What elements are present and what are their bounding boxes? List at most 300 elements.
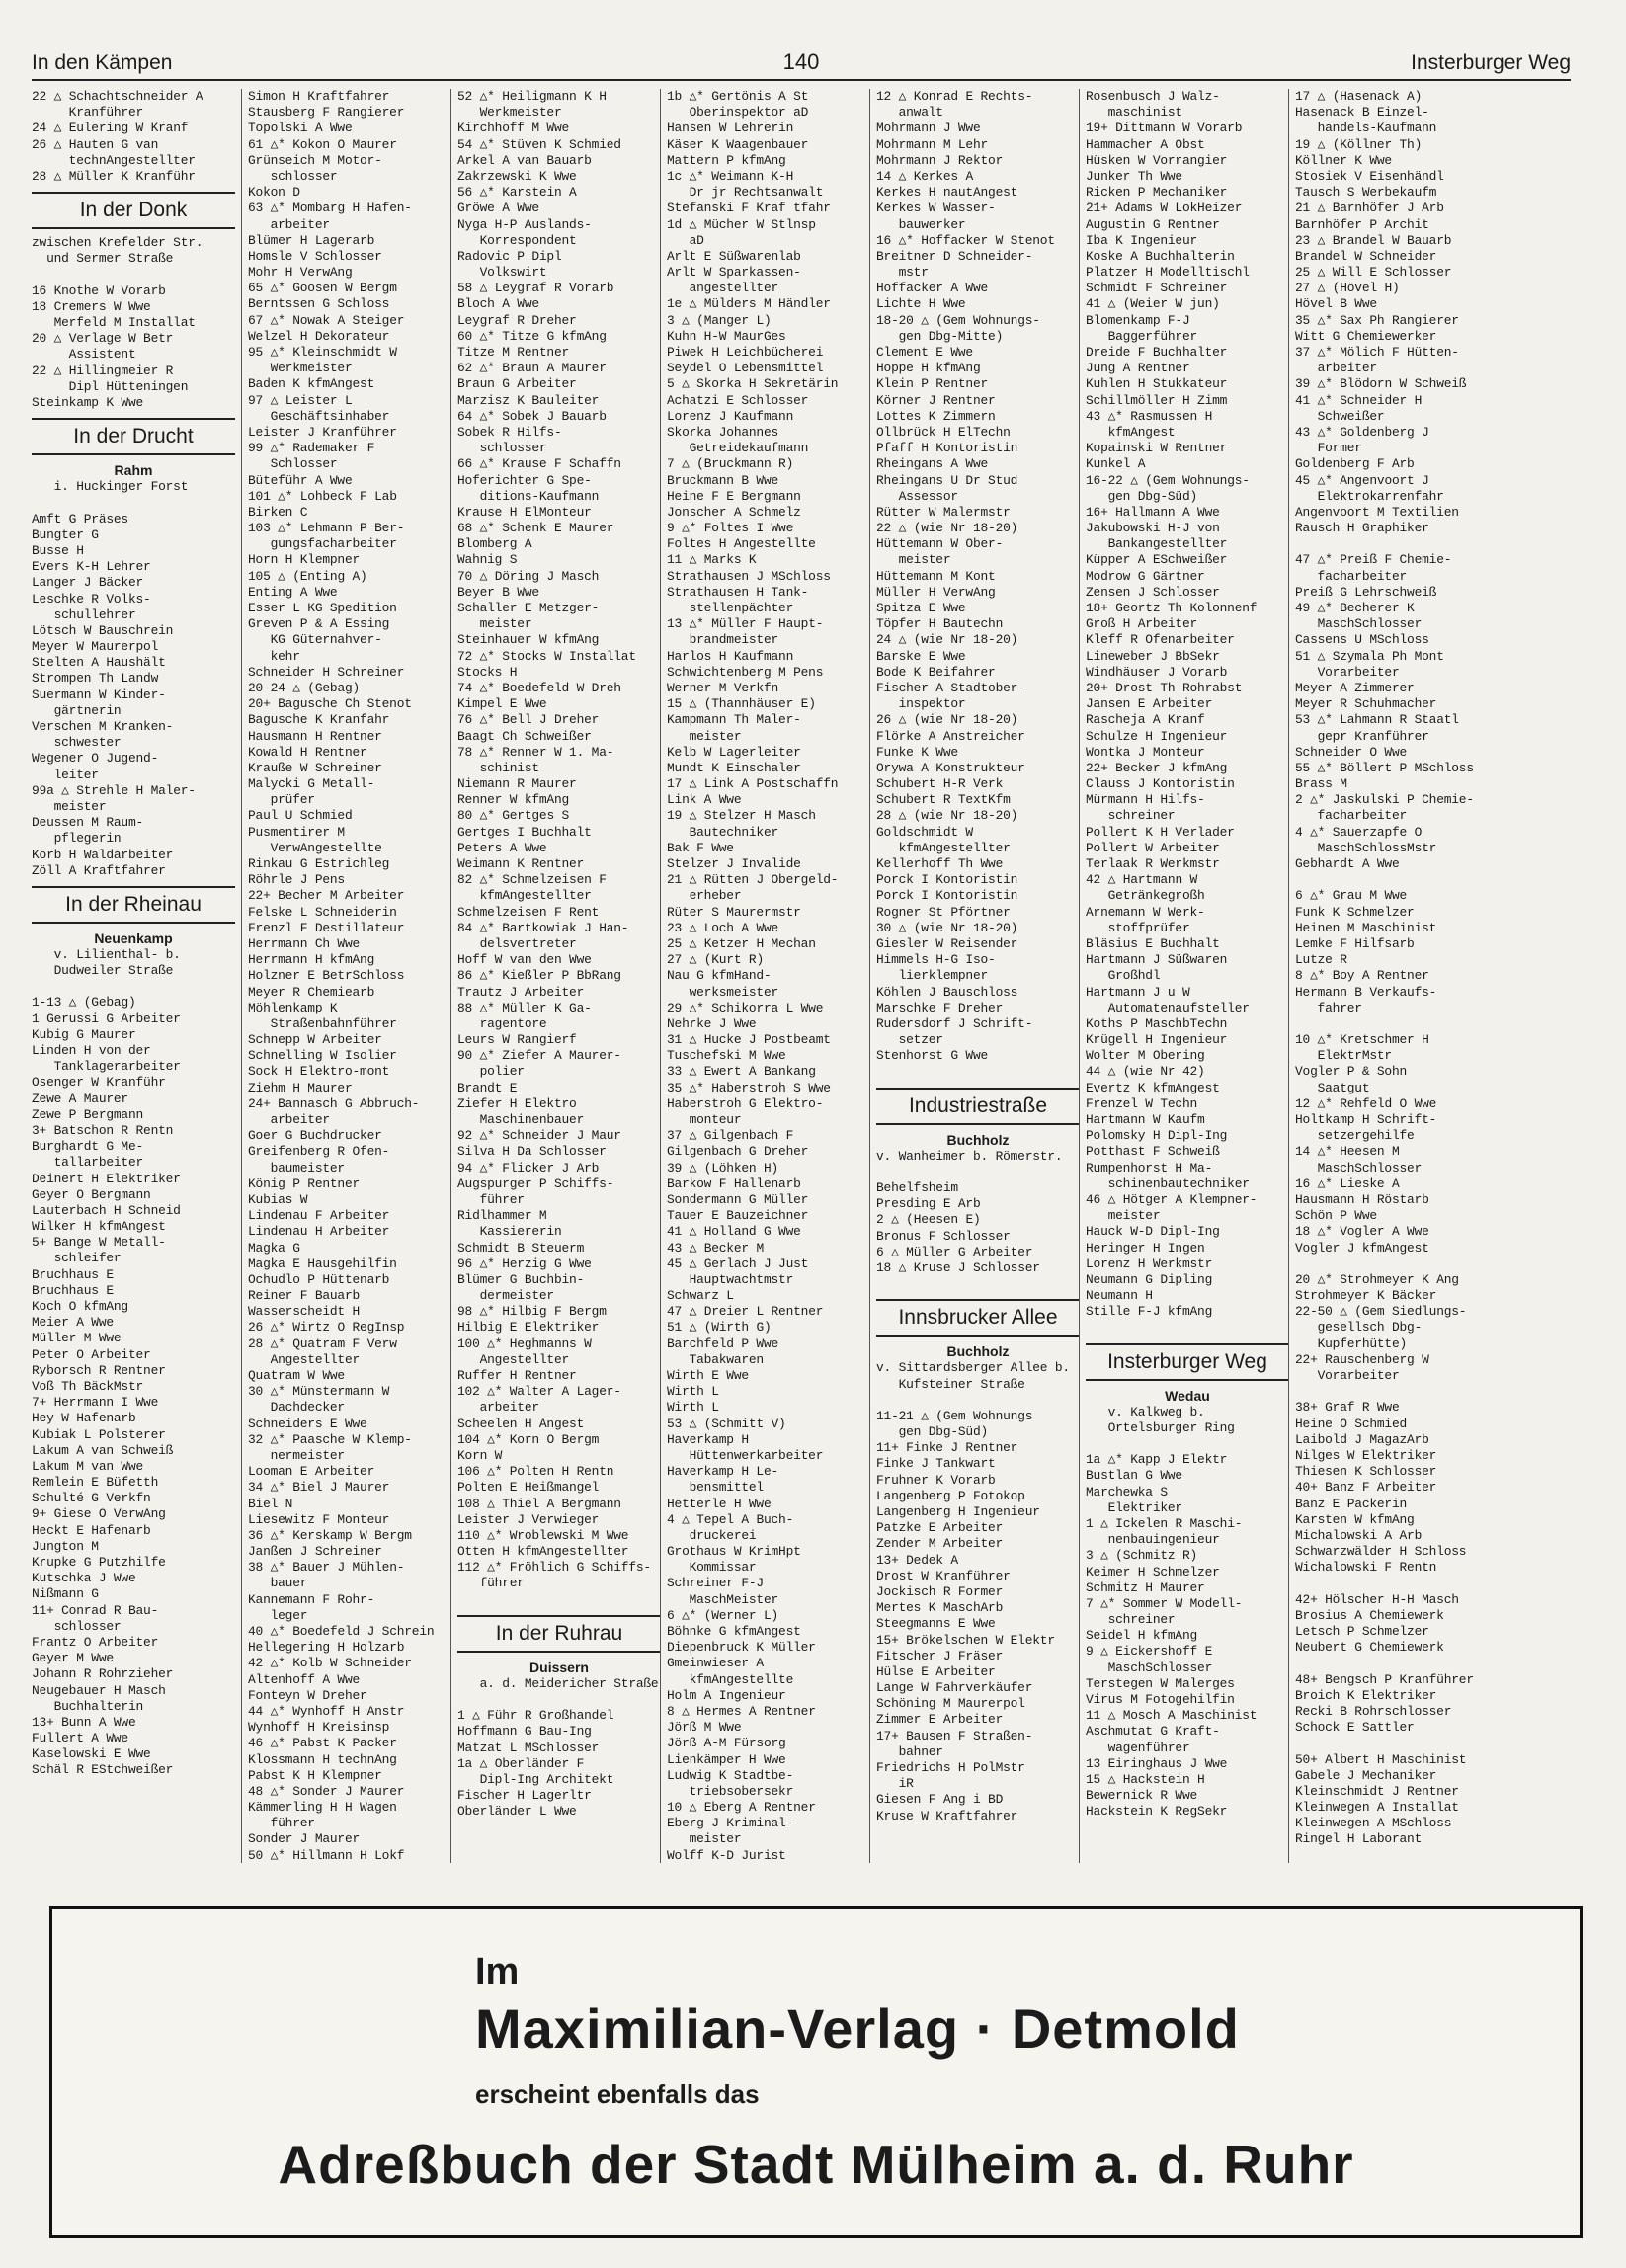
directory-entry: Polten E Heißmangel — [457, 1480, 600, 1496]
directory-entry: Porck I Kontoristin — [876, 872, 1018, 888]
directory-entry: 7 △* Sommer W Modell- — [1086, 1595, 1243, 1611]
directory-entry: Langenberg H Ingenieur — [876, 1504, 1040, 1519]
directory-entry: Simon H Kraftfahrer — [248, 89, 390, 104]
directory-entry: Klossmann H technAng — [248, 1751, 397, 1767]
directory-entry: Nißmann G — [32, 1586, 99, 1602]
directory-entry: 1 △ Ickelen R Maschi- — [1086, 1515, 1243, 1531]
directory-entry: Jonscher A Schmelz — [667, 504, 801, 520]
directory-entry: Altenhoff A Wwe — [248, 1671, 361, 1687]
directory-entry: gärtnerin — [32, 702, 122, 718]
directory-entry: Lichte H Wwe — [876, 296, 966, 312]
directory-entry: Marschke F Dreher — [876, 1000, 1004, 1015]
directory-entry: bauwerker — [876, 216, 966, 232]
directory-entry: Banz E Packerin — [1295, 1496, 1408, 1511]
directory-entry: Busse H — [32, 542, 84, 558]
directory-entry: 12 △* Rehfeld O Wwe — [1295, 1095, 1437, 1111]
directory-entry: 19 △ (Köllner Th) — [1295, 136, 1423, 152]
directory-entry: wagenführer — [1086, 1740, 1190, 1755]
ad-publisher: Maximilian-Verlag · Detmold — [475, 1997, 1240, 2060]
directory-entry: Kleinwegen A MSchloss — [1295, 1816, 1452, 1831]
directory-entry: Baden K kfmAngest — [248, 376, 375, 392]
directory-entry: 1a △* Kapp J Elektr — [1086, 1452, 1228, 1468]
directory-entry: 18 △* Vogler A Wwe — [1295, 1224, 1429, 1240]
directory-entry: Kufsteiner Straße — [876, 1376, 1025, 1392]
directory-entry: 94 △* Flicker J Arb — [457, 1160, 600, 1175]
directory-entry: Käser K Waagenbauer — [667, 136, 809, 152]
directory-entry: Trautz J Arbeiter — [457, 984, 585, 1000]
directory-entry: 46 △* Pabst K Packer — [248, 1736, 397, 1751]
directory-entry: Keimer H Schmelzer — [1086, 1564, 1220, 1580]
directory-entry: 41 △ Holland G Wwe — [667, 1224, 801, 1240]
directory-entry: 22 △ Hillingmeier R — [32, 363, 174, 378]
directory-entry: Linden H von der — [32, 1043, 151, 1058]
directory-entry: Himmels H-G Iso- — [876, 952, 996, 968]
directory-entry: Jung A Rentner — [1086, 361, 1190, 376]
directory-entry: Rheingans U Dr Stud — [876, 472, 1018, 488]
directory-entry: 26 △* Wirtz O RegInsp — [248, 1320, 405, 1336]
directory-entry: Oberländer L Wwe — [457, 1804, 577, 1820]
directory-entry: 27 △ (Kurt R) — [667, 952, 764, 968]
directory-entry: Brosius A Chemiewerk — [1295, 1607, 1444, 1623]
directory-entry: Lorenz J Kaufmann — [667, 408, 794, 424]
directory-entry: Schneider H Schreiner — [248, 664, 405, 680]
directory-entry: Hellegering H Holzarb — [248, 1640, 405, 1656]
spacer — [1295, 872, 1499, 888]
directory-entry: 1c △* Weimann K-H — [667, 168, 794, 184]
directory-entry: monteur — [667, 1112, 742, 1127]
directory-entry: Ruffer H Rentner — [457, 1368, 577, 1383]
directory-entry: Mattern P kfmAng — [667, 152, 786, 168]
directory-entry: Bagusche K Kranfahr — [248, 712, 390, 728]
directory-entry: Hermann B Verkaufs- — [1295, 984, 1437, 1000]
directory-entry: Arlt E Süßwarenlab — [667, 248, 801, 264]
directory-entry: Greven P & A Essing — [248, 616, 390, 632]
directory-entry: Terstegen W Malerges — [1086, 1675, 1235, 1691]
directory-entry: Kranführer — [32, 105, 144, 121]
spacer — [1295, 1256, 1499, 1272]
directory-entry: Scheelen H Angest — [457, 1416, 585, 1431]
directory-entry: Tanklagerarbeiter — [32, 1059, 181, 1075]
directory-entry: 1a △ Oberländer F — [457, 1755, 585, 1771]
directory-entry: Pabst K H Klempner — [248, 1767, 382, 1783]
directory-entry: meister — [667, 1831, 742, 1847]
directory-entry: MaschSchlossMstr — [1295, 840, 1437, 855]
directory-entry: Schnelling W Isolier — [248, 1048, 397, 1064]
directory-entry: Hoffmann G Bau-Ing — [457, 1724, 592, 1740]
directory-entry: Stelzer J Invalide — [667, 856, 801, 871]
directory-entry: 13 △* Müller F Haupt- — [667, 616, 824, 632]
directory-entry: Laibold J MagazArb — [1295, 1431, 1429, 1447]
directory-entry: Bautechniker — [667, 824, 779, 840]
directory-entry: Biel N — [248, 1496, 293, 1511]
directory-entry: Zender M Arbeiter — [876, 1536, 1004, 1552]
directory-entry: 30 △ (wie Nr 18-20) — [876, 920, 1018, 935]
directory-entry: Haverkamp H Le- — [667, 1464, 779, 1480]
directory-entry: 67 △* Nowak A Steiger — [248, 312, 405, 328]
directory-entry: Vogler P & Sohn — [1295, 1064, 1408, 1080]
directory-entry: Schulté G Verkfn — [32, 1491, 151, 1506]
directory-entry: Hoferichter G Spe- — [457, 472, 592, 488]
directory-entry: Barchfeld P Wwe — [667, 1336, 779, 1351]
directory-entry: Hauptwachtmstr — [667, 1271, 794, 1287]
directory-entry: Berntssen G Schloss — [248, 296, 390, 312]
directory-entry: Suermann W Kinder- — [32, 687, 166, 702]
directory-entry: 9 △ Eickershoff E — [1086, 1644, 1213, 1660]
directory-entry: Amft G Präses — [32, 511, 128, 526]
directory-entry: Lötsch W Bauschrein — [32, 622, 174, 638]
directory-entry: iR — [876, 1776, 914, 1792]
directory-entry: KG Güternahver- — [248, 632, 382, 648]
spacer — [876, 1064, 1080, 1080]
directory-entry: 100 △* Heghmanns W — [457, 1336, 592, 1351]
directory-entry: Homsle V Schlosser — [248, 248, 382, 264]
directory-entry: Leurs W Rangierf — [457, 1032, 577, 1048]
directory-entry: 6 △ Müller G Arbeiter — [876, 1244, 1033, 1259]
directory-entry: 13+ Dedek A — [876, 1552, 958, 1568]
directory-entry: Esser L KG Spedition — [248, 601, 397, 615]
directory-entry: Vogler J kfmAngest — [1295, 1240, 1429, 1256]
directory-entry: 20 △ Verlage W Betr — [32, 331, 174, 347]
directory-entry: 102 △* Walter A Lager- — [457, 1384, 621, 1400]
spacer — [1295, 1016, 1499, 1032]
directory-entry: Kannemann F Rohr- — [248, 1591, 375, 1607]
directory-entry: Rausch H Graphiker — [1295, 521, 1429, 536]
directory-entry: Hoff W van den Wwe — [457, 952, 592, 968]
directory-entry: 48 △* Sonder J Maurer — [248, 1783, 405, 1799]
directory-entry: Rüter S Maurermstr — [667, 904, 801, 920]
directory-entry: 11 △ Marks K — [667, 552, 757, 568]
directory-entry: Meyer A Zimmerer — [1295, 680, 1415, 695]
directory-entry: Wegener O Jugend- — [32, 751, 159, 767]
directory-entry: 34 △* Biel J Maurer — [248, 1480, 390, 1496]
directory-entry: Porck I Kontoristin — [876, 888, 1018, 904]
directory-entry: Peter O Arbeiter — [32, 1346, 151, 1362]
directory-entry: Krause H ElMonteur — [457, 504, 592, 520]
directory-entry: Barnhöfer P Archit — [1295, 216, 1429, 232]
directory-entry: 86 △* Kießler P BbRang — [457, 968, 621, 984]
directory-entry: 101 △* Lohbeck F Lab — [248, 488, 397, 504]
column-1 — [32, 89, 235, 1863]
directory-entry: Presding E Arb — [876, 1196, 981, 1212]
directory-entry: Quatram W Wwe — [248, 1368, 345, 1383]
directory-entry: 106 △* Polten H Rentn — [457, 1464, 614, 1480]
directory-entry: Strathausen H Tank- — [667, 584, 809, 600]
directory-entry: 50+ Albert H Maschinist — [1295, 1751, 1467, 1767]
directory-entry: 42 △* Kolb W Schneider — [248, 1656, 412, 1671]
directory-entry: 3 △ (Schmitz R) — [1086, 1548, 1198, 1564]
directory-entry: Korb H Waldarbeiter — [32, 847, 174, 862]
directory-entry: 78 △* Renner W 1. Ma- — [457, 744, 614, 760]
directory-entry: druckerei — [667, 1527, 757, 1543]
directory-entry: Kubiak L Polsterer — [32, 1426, 166, 1442]
directory-entry: Schweißer — [1295, 408, 1385, 424]
directory-entry: Zimmer E Arbeiter — [876, 1712, 1004, 1728]
directory-entry: delsvertreter — [457, 935, 577, 951]
directory-entry: Neumann H — [1086, 1288, 1153, 1304]
directory-entry: 19+ Dittmann W Vorarb — [1086, 121, 1243, 136]
directory-entry: Assessor — [876, 488, 958, 504]
directory-entry: Grünseich M Motor- — [248, 152, 382, 168]
directory-entry: Piwek H Leichbücherei — [667, 345, 824, 360]
directory-entry: Dreide F Buchhalter — [1086, 345, 1228, 360]
directory-entry: Burghardt G Me- — [32, 1139, 144, 1155]
district-subheading: Duissern — [529, 1659, 589, 1675]
directory-entry: Langer J Bäcker — [32, 575, 144, 591]
directory-entry: 92 △* Schneider J Maur — [457, 1128, 621, 1144]
directory-entry: Ochudlo P Hüttenarb — [248, 1271, 390, 1287]
directory-entry: schinenbautechniker — [1086, 1175, 1250, 1191]
directory-entry: stoffprüfer — [1086, 920, 1190, 935]
directory-entry: Funke K Wwe — [876, 744, 958, 760]
directory-entry: 54 △* Stüven K Schmied — [457, 136, 621, 152]
directory-entry: nermeister — [248, 1447, 345, 1463]
district-subheading: Wedau — [1165, 1387, 1210, 1404]
directory-entry: 51 △ Szymala Ph Mont — [1295, 648, 1444, 664]
directory-entry: Zakrzewski K Wwe — [457, 168, 577, 184]
directory-entry: Kopainski W Rentner — [1086, 441, 1228, 456]
directory-entry: Heringer H Ingen — [1086, 1240, 1205, 1256]
directory-entry: 68 △* Schenk E Maurer — [457, 521, 614, 536]
directory-entry: bensmittel — [667, 1480, 764, 1496]
directory-entry: Lauterbach H Schneid — [32, 1202, 181, 1218]
directory-entry: 40 △* Boedefeld J Schrein — [248, 1624, 435, 1639]
directory-entry: bahner — [876, 1743, 943, 1759]
directory-entry: kfmAngestellter — [876, 840, 1011, 855]
directory-entry: 28 △ (wie Nr 18-20) — [876, 808, 1018, 824]
directory-entry: Kämmerling H H Wagen — [248, 1800, 397, 1816]
directory-entry: leiter — [32, 767, 99, 782]
directory-entry: Hetterle H Wwe — [667, 1496, 772, 1511]
directory-entry: Marzisz K Bauleiter — [457, 392, 600, 408]
directory-entry: VerwAngestellte — [248, 840, 382, 855]
directory-entry: 30 △* Münstermann W — [248, 1384, 390, 1400]
directory-entry: 8 △ Hermes A Rentner — [667, 1703, 816, 1719]
directory-entry: 12 △ Konrad E Rechts- — [876, 89, 1033, 104]
directory-entry: 105 △ (Enting A) — [248, 568, 367, 584]
directory-entry: Steegmanns E Wwe — [876, 1616, 996, 1632]
directory-entry: Letsch P Schmelzer — [1295, 1624, 1429, 1639]
directory-entry: Clement E Wwe — [876, 345, 973, 360]
directory-entry: Steinhauer W kfmAng — [457, 632, 600, 648]
directory-entry: Rudersdorf J Schrift- — [876, 1015, 1033, 1031]
directory-entry: Hausmann H Röstarb — [1295, 1191, 1429, 1207]
directory-entry: 26 △ (wie Nr 18-20) — [876, 712, 1018, 728]
directory-entry: Brass M — [1295, 776, 1347, 792]
directory-entry: Hoffacker A Wwe — [876, 281, 989, 296]
column-6 — [1079, 89, 1289, 1863]
directory-entry: Liesewitz F Monteur — [248, 1511, 390, 1527]
directory-entry: 43 △* Rasmussen H — [1086, 408, 1213, 424]
directory-entry: Kaselowski E Wwe — [32, 1746, 151, 1762]
directory-entry: 18+ Geortz Th Kolonnenf — [1086, 601, 1258, 615]
directory-entry: 35 △* Sax Ph Rangierer — [1295, 312, 1459, 328]
directory-entry: führer — [457, 1191, 525, 1207]
directory-entry: Nilges W Elektriker — [1295, 1447, 1437, 1463]
directory-entry: 11+ Conrad R Bau- — [32, 1602, 159, 1618]
directory-entry: Geyer M Wwe — [32, 1651, 114, 1666]
directory-entry: 9 △* Foltes I Wwe — [667, 521, 794, 536]
directory-entry: 43 △ Becker M — [667, 1240, 764, 1256]
directory-entry: 20-24 △ (Gebag) — [248, 680, 361, 695]
directory-entry: 39 △* Blödorn W Schweiß — [1295, 376, 1467, 392]
spacer — [32, 495, 235, 511]
directory-entry: Eberg J Kriminal- — [667, 1816, 794, 1831]
directory-entry: anwalt — [876, 105, 943, 121]
directory-entry: Terlaak R Werkmstr — [1086, 856, 1220, 871]
directory-entry: 43 △* Goldenberg J — [1295, 424, 1429, 440]
directory-entry: Vorarbeiter — [1295, 1368, 1400, 1383]
directory-entry: 24 △ Eulering W Kranf — [32, 121, 189, 136]
directory-entry: Elektriker — [1086, 1499, 1182, 1515]
directory-entry: Nyga H-P Auslands- — [457, 216, 592, 232]
directory-entry: 18 Cremers W Wwe — [32, 298, 151, 314]
directory-entry: Gabele J Mechaniker — [1295, 1767, 1437, 1783]
directory-entry: 25 △ Will E Schlosser — [1295, 265, 1452, 281]
directory-entry: meister — [1086, 1208, 1161, 1224]
directory-entry: 49 △* Becherer K — [1295, 601, 1415, 615]
spacer — [1086, 1436, 1289, 1452]
directory-entry: Holzner E BetrSchloss — [248, 968, 405, 984]
directory-entry: Herrmann Ch Wwe — [248, 935, 361, 951]
directory-entry: Wirth L — [667, 1384, 719, 1400]
directory-entry: Leschke R Volks- — [32, 591, 151, 607]
directory-entry: Röhrle J Pens — [248, 872, 345, 888]
directory-entry: 18 △ Kruse J Schlosser — [876, 1259, 1040, 1275]
district-subheading: Neuenkamp — [94, 930, 173, 946]
directory-entry: 25 △ Ketzer H Mechan — [667, 935, 816, 951]
directory-entry: Maschinenbauer — [457, 1112, 585, 1127]
directory-entry: 20+ Drost Th Rohrabst — [1086, 680, 1243, 695]
directory-entry: Stenhorst G Wwe — [876, 1048, 989, 1064]
column-5 — [869, 89, 1080, 1863]
directory-entry: 37 △* Mölich F Hütten- — [1295, 345, 1459, 360]
directory-entry: 13+ Bunn A Wwe — [32, 1714, 136, 1730]
directory-entry: Hüsken W Vorrangier — [1086, 152, 1228, 168]
directory-entry: Seydel O Lebensmittel — [667, 361, 824, 376]
directory-entry: 97 △ Leister L — [248, 392, 353, 408]
directory-entry: Ortelsburger Ring — [1086, 1419, 1235, 1435]
directory-entry: 62 △* Braun A Maurer — [457, 361, 607, 376]
directory-entry: Gertges I Buchhalt — [457, 824, 592, 840]
directory-entry: Dipl Hütteningen — [32, 378, 189, 394]
directory-entry: 99 △* Rademaker F — [248, 441, 375, 456]
directory-entry: Bankangestellter — [1086, 536, 1228, 552]
directory-entry: Gebhardt A Wwe — [1295, 856, 1400, 871]
directory-entry: Schneider O Wwe — [1295, 744, 1408, 760]
directory-entry: 45 △* Angenvoort J — [1295, 472, 1429, 488]
directory-entry: kfmAngestellte — [667, 1671, 794, 1687]
directory-entry: Schwarz L — [667, 1288, 734, 1304]
directory-entry: 24 △ (wie Nr 18-20) — [876, 632, 1018, 648]
directory-entry: 64 △* Sobek J Bauarb — [457, 408, 607, 424]
directory-entry: Dipl-Ing Architekt — [457, 1771, 614, 1787]
directory-entry: Wichalowski F Rentn — [1295, 1560, 1437, 1576]
directory-entry: Baagt Ch Schweißer — [457, 728, 592, 744]
directory-entry: Wilker H kfmAngest — [32, 1219, 166, 1235]
directory-entry: 22-50 △ (Gem Siedlungs- — [1295, 1304, 1467, 1320]
directory-entry: v. Wanheimer b. Römerstr. — [876, 1148, 1063, 1164]
directory-entry: Rumpenhorst H Ma- — [1086, 1160, 1213, 1175]
directory-entry: v. Kalkweg b. — [1086, 1404, 1205, 1419]
directory-entry: 53 △* Lahmann R Staatl — [1295, 712, 1459, 728]
directory-entry: mstr — [876, 265, 929, 281]
directory-entry: Stelten A Haushält — [32, 655, 166, 671]
directory-entry: Jakubowski H-J von — [1086, 521, 1220, 536]
directory-entry: Pfaff H Kontoristin — [876, 441, 1018, 456]
directory-entry: arbeiter — [248, 1112, 330, 1127]
directory-entry: Korn W — [457, 1447, 503, 1463]
directory-entry: Fitscher J Fräser — [876, 1648, 1004, 1663]
directory-entry: 42 △ Hartmann W — [1086, 872, 1198, 888]
directory-entry: zwischen Krefelder Str. — [32, 235, 203, 251]
directory-entry: Nehrke J Wwe — [667, 1015, 757, 1031]
directory-entry: Schöning M Maurerpol — [876, 1696, 1025, 1712]
directory-entry: Grothaus W KrimHpt — [667, 1544, 801, 1560]
directory-entry: Meyer W Maurerpol — [32, 639, 159, 655]
directory-entry: Pollert W Arbeiter — [1086, 840, 1220, 855]
directory-entry: Saatgut — [1295, 1080, 1370, 1095]
directory-entry: Hüttemann W Ober- — [876, 536, 1004, 552]
directory-entry: 9+ Giese O VerwAng — [32, 1506, 166, 1522]
directory-entry: Diepenbruck K Müller — [667, 1640, 816, 1656]
directory-entry: 55 △* Böllert P MSchloss — [1295, 760, 1474, 775]
directory-entry: Stille F-J kfmAng — [1086, 1304, 1213, 1320]
directory-entry: Buchhalterin — [32, 1698, 144, 1714]
directory-entry: Niemann R Maurer — [457, 776, 577, 792]
directory-entry: Flörke A Anstreicher — [876, 728, 1025, 744]
directory-entry: Cassens U MSchloss — [1295, 632, 1429, 648]
spacer — [457, 1692, 661, 1708]
directory-entry: Lindenau H Arbeiter — [248, 1224, 390, 1240]
directory-entry: Hackstein K RegSekr — [1086, 1804, 1228, 1820]
directory-entry: Automatenaufsteller — [1086, 1000, 1250, 1015]
directory-entry: gungsfacharbeiter — [248, 536, 397, 552]
directory-entry: Neumann G Dipling — [1086, 1271, 1213, 1287]
directory-entry: Schulze H Ingenieur — [1086, 728, 1228, 744]
directory-entry: Heinen M Maschinist — [1295, 920, 1437, 935]
directory-entry: 95 △* Kleinschmidt W — [248, 345, 397, 360]
directory-entry: Evertz K kfmAngest — [1086, 1080, 1220, 1095]
directory-entry: 22+ Becher M Arbeiter — [248, 888, 405, 904]
directory-entry: Jörß M Wwe — [667, 1720, 742, 1736]
directory-entry: gen Dbg-Süd) — [1086, 488, 1198, 504]
directory-entry: Gilgenbach G Dreher — [667, 1144, 809, 1160]
directory-entry: 22+ Rauschenberg W — [1295, 1351, 1429, 1367]
directory-entry: 108 △ Thiel A Bergmann — [457, 1496, 621, 1511]
directory-entry: Rosenbusch J Walz- — [1086, 89, 1220, 104]
directory-entry: Volkswirt — [457, 265, 547, 281]
directory-entry: Wirth L — [667, 1400, 719, 1416]
directory-entry: Jörß A-M Fürsorg — [667, 1736, 786, 1751]
directory-entry: Friedrichs H PolMstr — [876, 1760, 1025, 1775]
directory-entry: Leygraf R Dreher — [457, 312, 577, 328]
directory-entry: Koths P MaschbTechn — [1086, 1015, 1228, 1031]
directory-entry: Finke J Tankwart — [876, 1456, 996, 1472]
directory-entry: Rascheja A Kranf — [1086, 712, 1205, 728]
directory-entry: 28 △ Müller K Kranführ — [32, 168, 196, 184]
directory-entry: Goer G Buchdrucker — [248, 1128, 382, 1144]
directory-entry: v. Lilienthal- b. — [32, 946, 181, 962]
directory-entry: Achatzi E Schlosser — [667, 392, 809, 408]
directory-entry: Enting A Wwe — [248, 584, 338, 600]
directory-entry: Thiesen K Schlosser — [1295, 1464, 1437, 1480]
directory-entry: 13 Eiringhaus J Wwe — [1086, 1755, 1228, 1771]
directory-entry: Iba K Ingenieur — [1086, 232, 1198, 248]
directory-entry: Polomsky H Dipl-Ing — [1086, 1128, 1228, 1144]
directory-entry: Ricken P Mechaniker — [1086, 185, 1228, 201]
directory-entry: Sondermann G Müller — [667, 1191, 809, 1207]
directory-entry: Wontka J Monteur — [1086, 744, 1205, 760]
